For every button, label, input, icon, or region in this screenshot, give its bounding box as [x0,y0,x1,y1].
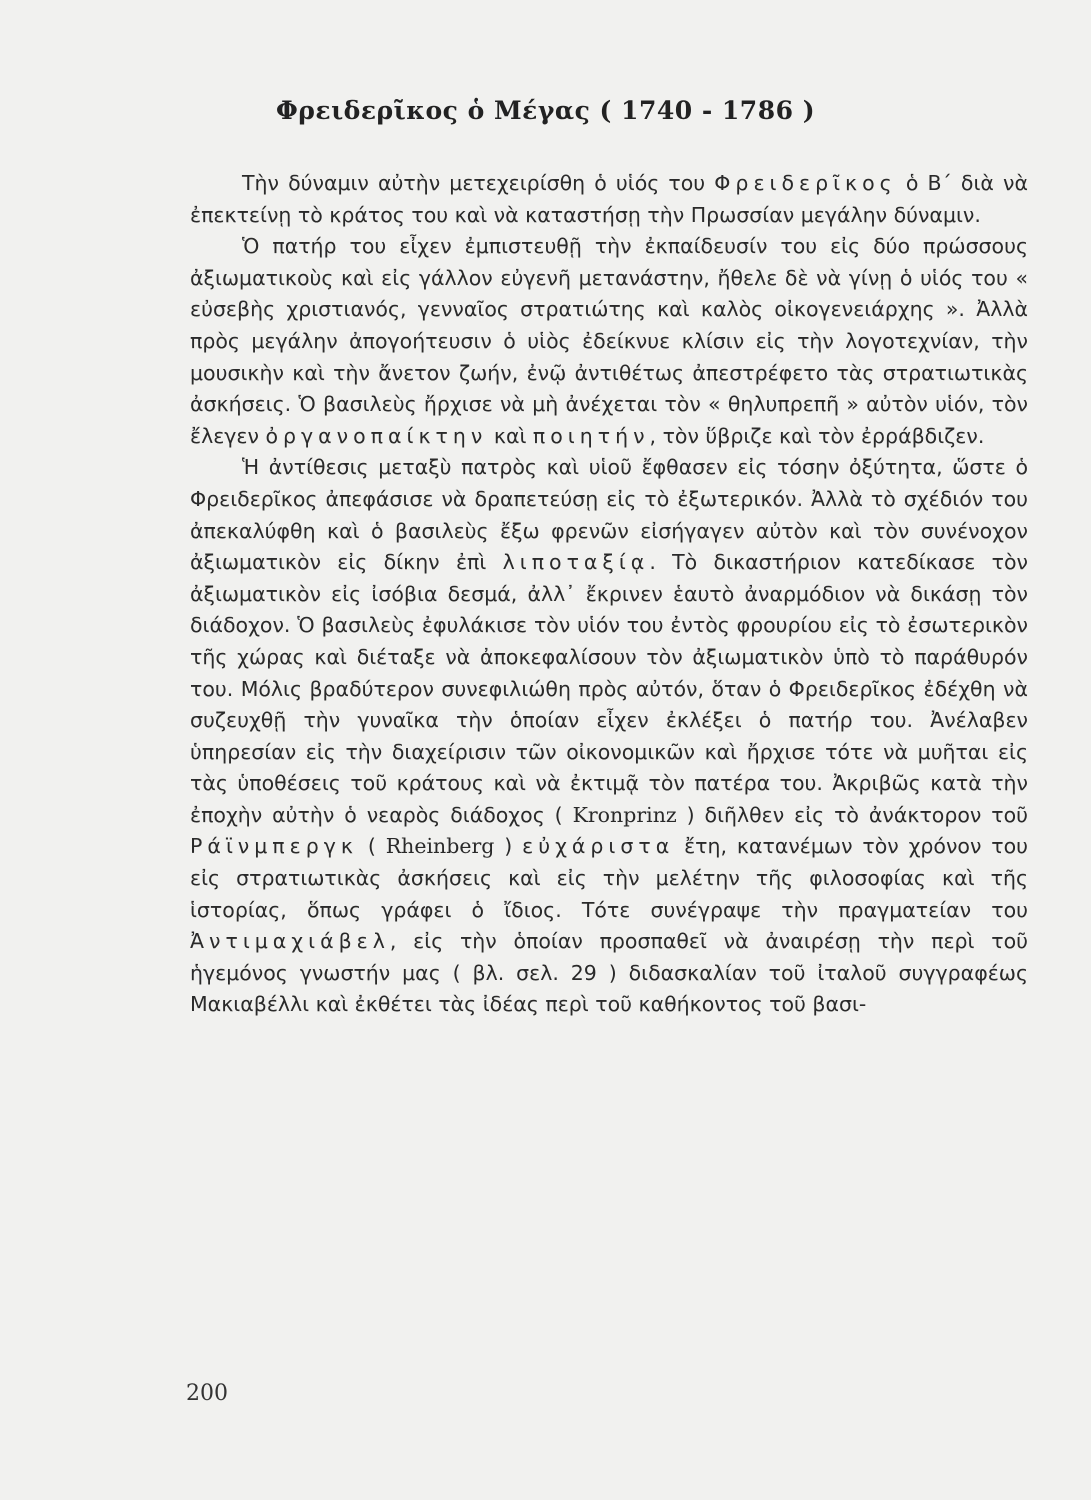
text-run: Ἡ ἀντίθεσις μεταξὺ πατρὸς καὶ υἱοῦ ἔφθασεν εἰς τόσην ὀξύτητα, ὥστε ὁ Φρειδερῖκος ἀπεφάσισε νὰ δραπετεύσῃ εἰς τὸ ἐξωτερικόν. Ἀλλὰ τὸ σχέδιόν του ἀπεκαλύφθη καὶ ὁ βασιλεὺς ἔξω φρενῶν εἰσήγαγεν αὐτὸν καὶ τὸν συνένοχον ἀξιωματικὸν εἰς δίκην ἐπὶ [190,455,1028,575]
text-run: . Τὸ δικαστήριον κατεδίκασε τὸν ἀξιωματικὸν εἰς ἰσόβια δεσμά, ἀλλ᾽ ἔκρινεν ἑαυτὸ ἀναρμόδιον νὰ δικάσῃ τὸν διάδοχον. Ὁ βασιλεὺς ἐφυλάκισε τὸν υἱόν του ἐντὸς φρουρίου εἰς τὸ ἐσωτερικὸν τῆς χώρας καὶ διέταξε νὰ ἀποκεφαλίσουν τὸν ἀξιωματικὸν ὑπὸ τὸ παράθυρόν του. Μόλις βραδύτερον συνεφιλιώθη πρὸς αὐτόν, ὅταν ὁ Φρειδερῖκος ἐδέχθη νὰ συζευχθῇ τὴν γυναῖκα τὴν ὁποίαν εἶχεν ἐκλέξει ὁ πατήρ του. Ἀνέλαβεν ὑπηρεσίαν εἰς τὴν διαχείρισιν τῶν οἰκονομικῶν καὶ ἤρχισε τότε νὰ μυῆται εἰς τὰς ὑποθέσεις τοῦ κράτους καὶ νὰ ἐκτιμᾷ τὸν πατέρα του. Ἀκριβῶς κατὰ τὴν ἐποχὴν αὐτὴν ὁ νεαρὸς διάδοχος ( [190,550,1028,827]
text-run: , εἰς τὴν ὁποίαν προσπαθεῖ νὰ ἀναιρέσῃ τὴν περὶ τοῦ ἡγεμόνος γνωστήν μας ( βλ. σελ. 29 ) διδασκαλίαν τοῦ ἰταλοῦ συγγραφέως Μακιαβέλλι καὶ ἐκθέτει τὰς ἰδέας περὶ τοῦ καθήκοντος τοῦ βασι- [190,929,1028,1017]
spaced-emphasis-text: Φρειδερῖκος [714,171,897,195]
text-run: Τὴν δύναμιν αὐτὴν μετεχειρίσθη ὁ υἱός του [242,171,715,195]
body-text [190,168,1028,1021]
spaced-emphasis-text: εὐχάριστα [522,834,675,859]
latin-term: Kronprinz [572,802,677,827]
paragraph [190,452,1028,1021]
text-run: , τὸν ὕβριζε καὶ τὸν ἐρράβδιζεν. [649,423,985,448]
text-run: Ὁ πατήρ του εἶχεν ἐμπιστευθῇ τὴν ἐκπαίδευσίν του εἰς δύο πρώσσους ἀξιωματικοὺς καὶ εἰς γάλλον εὐγενῆ μετανάστην, ἤθελε δὲ νὰ γίνῃ ὁ υἱός του « εὐσεβὴς χριστιανός, γενναῖος στρατιώτης καὶ καλὸς οἰκογενειάρχης ». Ἀλλὰ πρὸς μεγάλην ἀπογοήτευσιν ὁ υἱὸς ἐδείκνυε κλίσιν εἰς τὴν λογοτεχνίαν, τὴν μουσικὴν καὶ τὴν ἄνετον ζωήν, ἐνῷ ἀντιθέτως ἀπεστρέφετο τὰς στρατιωτικὰς ἀσκήσεις. Ὁ βασιλεὺς ἤρχισε νὰ μὴ ἀνέχεται τὸν « θηλυπρεπῆ » αὐτὸν υἱόν, τὸν ἔλεγεν [190,234,1028,448]
paragraph [190,168,1028,231]
spaced-emphasis-text: Ράϊνμπεργκ [190,834,358,859]
spaced-emphasis-text: λιποταξίᾳ [502,550,650,575]
text-run: ἔτη, κατανέμων τὸν χρόνον του εἰς στρατιωτικὰς ἀσκήσεις καὶ εἰς τὴν μελέτην τῆς φιλοσοφίας καὶ τῆς ἱστορίας, ὅπως γράφει ὁ ἴδιος. Τότε συνέγραψε τὴν πραγματείαν του [190,834,1029,922]
paragraph [190,231,1028,452]
text-run: ὁ Β΄ διὰ νὰ ἐπεκτείνῃ τὸ κράτος του καὶ νὰ καταστήσῃ τὴν Πρωσσίαν μεγάλην δύναμιν. [190,171,1028,227]
latin-term: Rheinberg [385,834,495,859]
page-number: 200 [186,1381,228,1406]
text-run: ( [357,834,386,859]
spaced-emphasis-text: Ἀντιμαχιάβελ [190,929,390,954]
text-run: καὶ [487,423,533,448]
page-title: Φρειδερῖκος ὁ Μέγας ( 1740 - 1786 ) [275,96,816,125]
text-run: ) διῆλθεν εἰς τὸ ἀνάκτορον τοῦ [676,802,1028,827]
spaced-emphasis-text: ποιητήν [532,423,650,448]
text-run: ) [494,834,523,859]
spaced-emphasis-text: ὀργανοπαίκτην [265,423,488,448]
